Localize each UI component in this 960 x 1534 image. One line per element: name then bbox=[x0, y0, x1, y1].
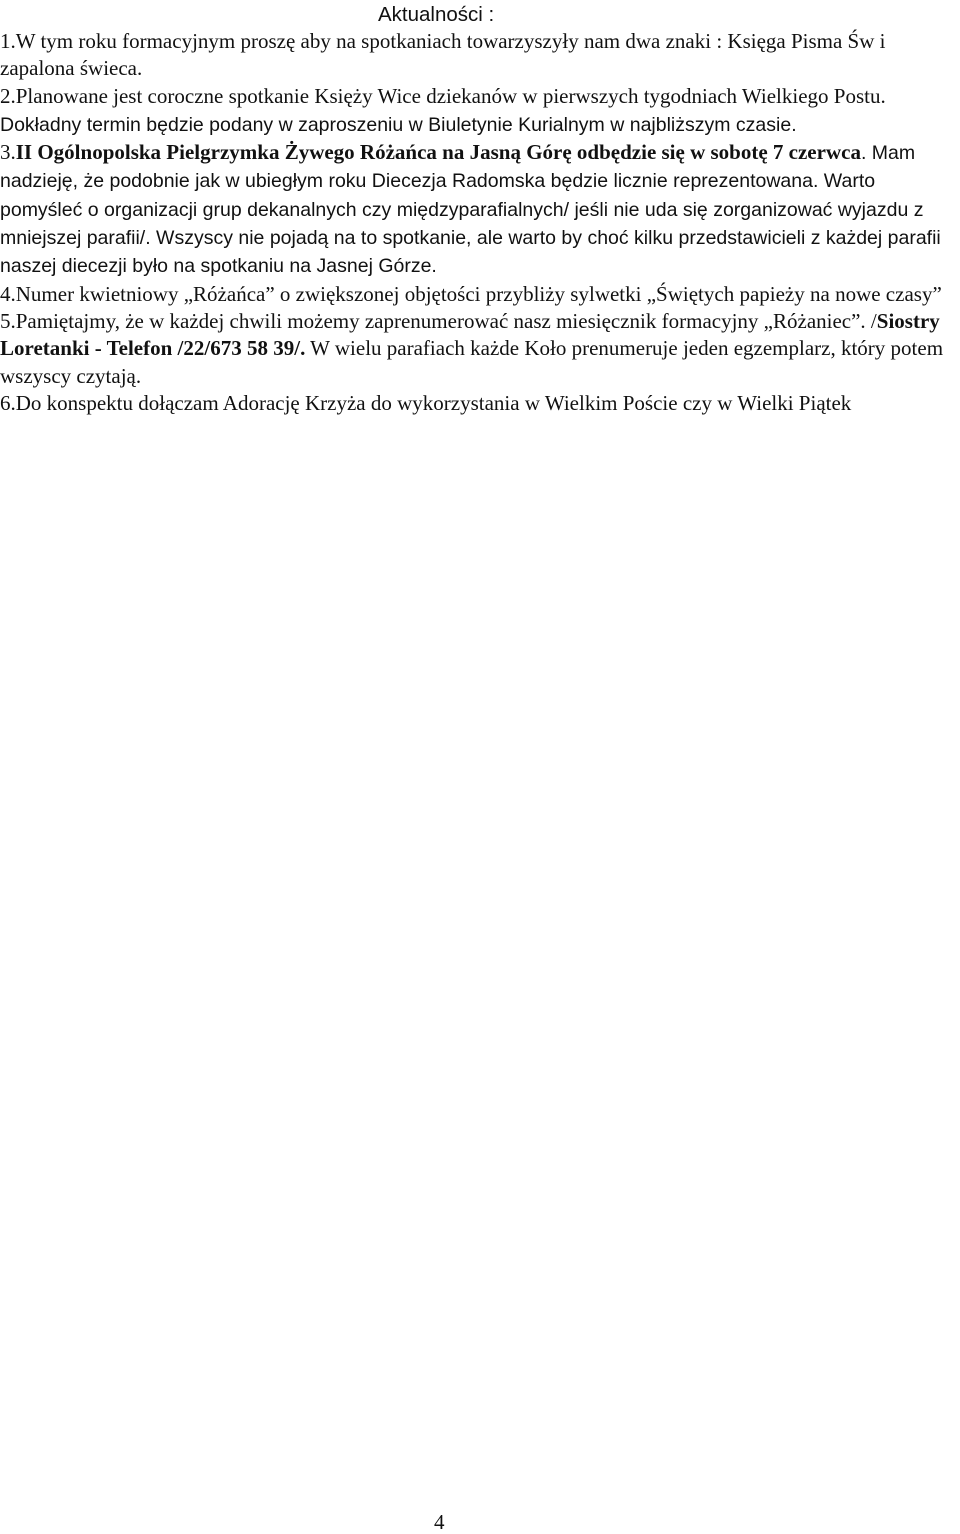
news-item-5 bbox=[0, 308, 960, 390]
item-3-text-a: . Mam nadzieję, że podobnie jak w ubiegłym roku Diecezja Radomska będzie licznie reprezentowana. bbox=[0, 142, 916, 193]
item-2-text-a: 2.Planowane jest coroczne spotkanie Księży Wice dziekanów w pierwszych tygodniach Wielkiego Postu. bbox=[0, 83, 886, 108]
item-6-text: 6.Do konspektu dołączam Adorację Krzyża do wykorzystania w Wielkim Poście czy w Wielki Piątek bbox=[0, 390, 852, 415]
news-item-4 bbox=[0, 281, 960, 308]
item-5-bold-dot: . bbox=[300, 336, 306, 361]
item-3-text-c: Wszyscy nie pojadą na to spotkanie, ale warto by choć kilku przedstawicieli z każdej parafii naszej diecezji było na spotkaniu na Jasnej Górze. bbox=[0, 227, 941, 278]
document-content bbox=[0, 0, 960, 417]
item-5-text-a: 5.Pamiętajmy, że w każdej chwili możemy zaprenumerować nasz miesięcznik formacyjny „Różaniec”. / bbox=[0, 308, 877, 333]
item-3-text-b: Warto pomyśleć o organizacji grup dekanalnych czy międzyparafialnych/ jeśli nie uda się zorganizować wyjazdu z mniejszej parafii/. bbox=[0, 170, 924, 250]
item-3-number: 3. bbox=[0, 140, 16, 165]
news-item-1 bbox=[0, 28, 960, 83]
news-item-2 bbox=[0, 83, 960, 140]
page-number: 4 bbox=[434, 1510, 445, 1534]
item-5-bold-text: Siostry Loretanki - Telefon /22/673 58 39/ bbox=[0, 308, 940, 361]
news-item-3 bbox=[0, 139, 960, 280]
item-1-text: 1.W tym roku formacyjnym proszę aby na spotkaniach towarzyszyły nam dwa znaki : Księga Pisma Św i zapalona świeca. bbox=[0, 29, 886, 81]
news-item-6 bbox=[0, 390, 960, 417]
section-heading: Aktualności : bbox=[378, 3, 495, 26]
item-2-text-b: Dokładny termin będzie podany w zaproszeniu w Biuletynie Kurialnym w najbliższym czasie. bbox=[0, 113, 797, 136]
item-4-text: 4.Numer kwietniowy „Różańca” o zwiększonej objętości przybliży sylwetki „Świętych papieży na nowe czasy” bbox=[0, 281, 942, 306]
item-5-text-b: W wielu parafiach każde Koło prenumeruje jeden egzemplarz, który potem wszyscy czytają. bbox=[0, 336, 944, 388]
item-3-bold-text: II Ogólnopolska Pielgrzymka Żywego Różańca na Jasną Górę odbędzie się w sobotę 7 czerwca bbox=[15, 140, 861, 165]
